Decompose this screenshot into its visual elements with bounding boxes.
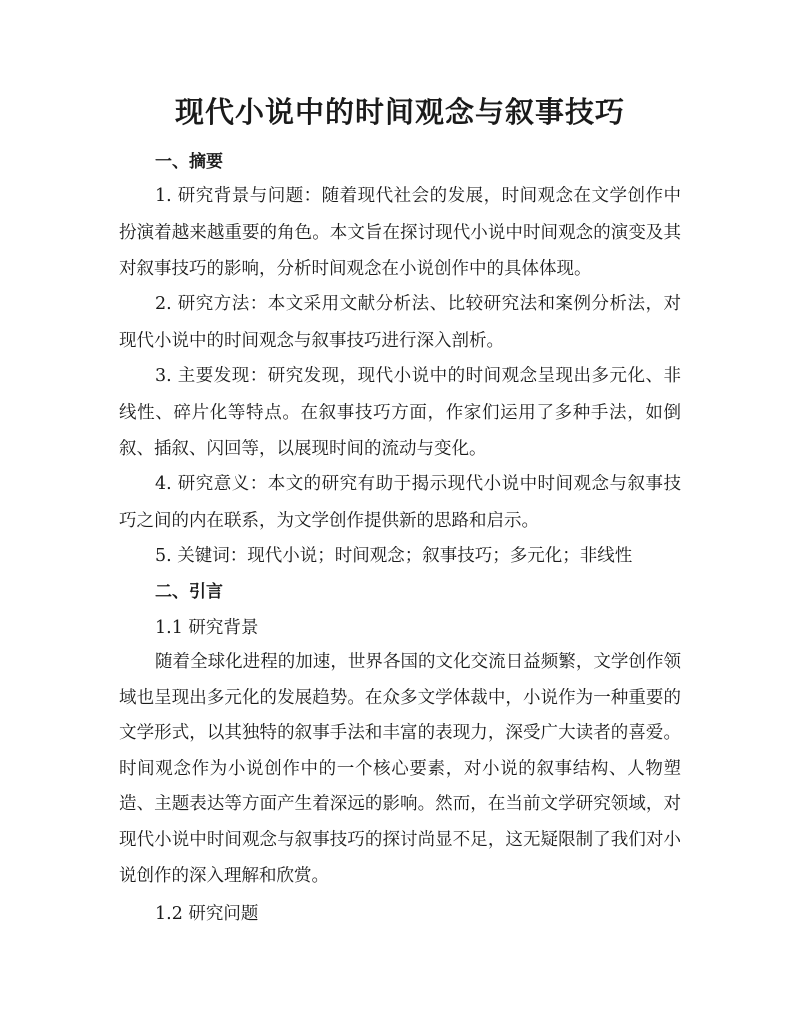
subsection-heading-research-question: 1.2 研究问题	[155, 904, 259, 924]
subsection-heading-background: 1.1 研究背景	[155, 618, 259, 638]
abstract-item-2: 2. 研究方法：本文采用文献分析法、比较研究法和案例分析法，对现代小说中的时间观念与叙事技巧进行深入剖析。	[119, 294, 681, 351]
abstract-item-4: 4. 研究意义：本文的研究有助于揭示现代小说中时间观念与叙事技巧之间的内在联系，为文学创作提供新的思路和启示。	[119, 474, 681, 531]
abstract-item-3: 3. 主要发现：研究发现，现代小说中的时间观念呈现出多元化、非线性、碎片化等特点。在叙事技巧方面，作家们运用了多种手法，如倒叙、插叙、闪回等，以展现时间的流动与变化。	[119, 366, 681, 459]
background-paragraph: 随着全球化进程的加速，世界各国的文化交流日益频繁，文学创作领域也呈现出多元化的发展趋势。在众多文学体裁中，小说作为一种重要的文学形式，以其独特的叙事手法和丰富的表现力，深受广大读者的喜爱。时间观念作为小说创作中的一个核心要素，对小说的叙事结构、人物塑造、主题表达等方面产生着深远的影响。然而，在当前文学研究领域，对现代小说中时间观念与叙事技巧的探讨尚显不足，这无疑限制了我们对小说创作的深入理解和欣赏。	[119, 652, 681, 886]
abstract-item-5: 5. 关键词：现代小说；时间观念；叙事技巧；多元化；非线性	[155, 546, 633, 566]
abstract-item-1: 1. 研究背景与问题：随着现代社会的发展，时间观念在文学创作中扮演着越来越重要的角色。本文旨在探讨现代小说中时间观念的演变及其对叙事技巧的影响，分析时间观念在小说创作中的具体体现。	[119, 186, 681, 279]
document-title: 现代小说中的时间观念与叙事技巧	[174, 95, 625, 129]
section-heading-abstract: 一、摘要	[155, 152, 223, 172]
section-heading-introduction: 二、引言	[155, 582, 223, 602]
